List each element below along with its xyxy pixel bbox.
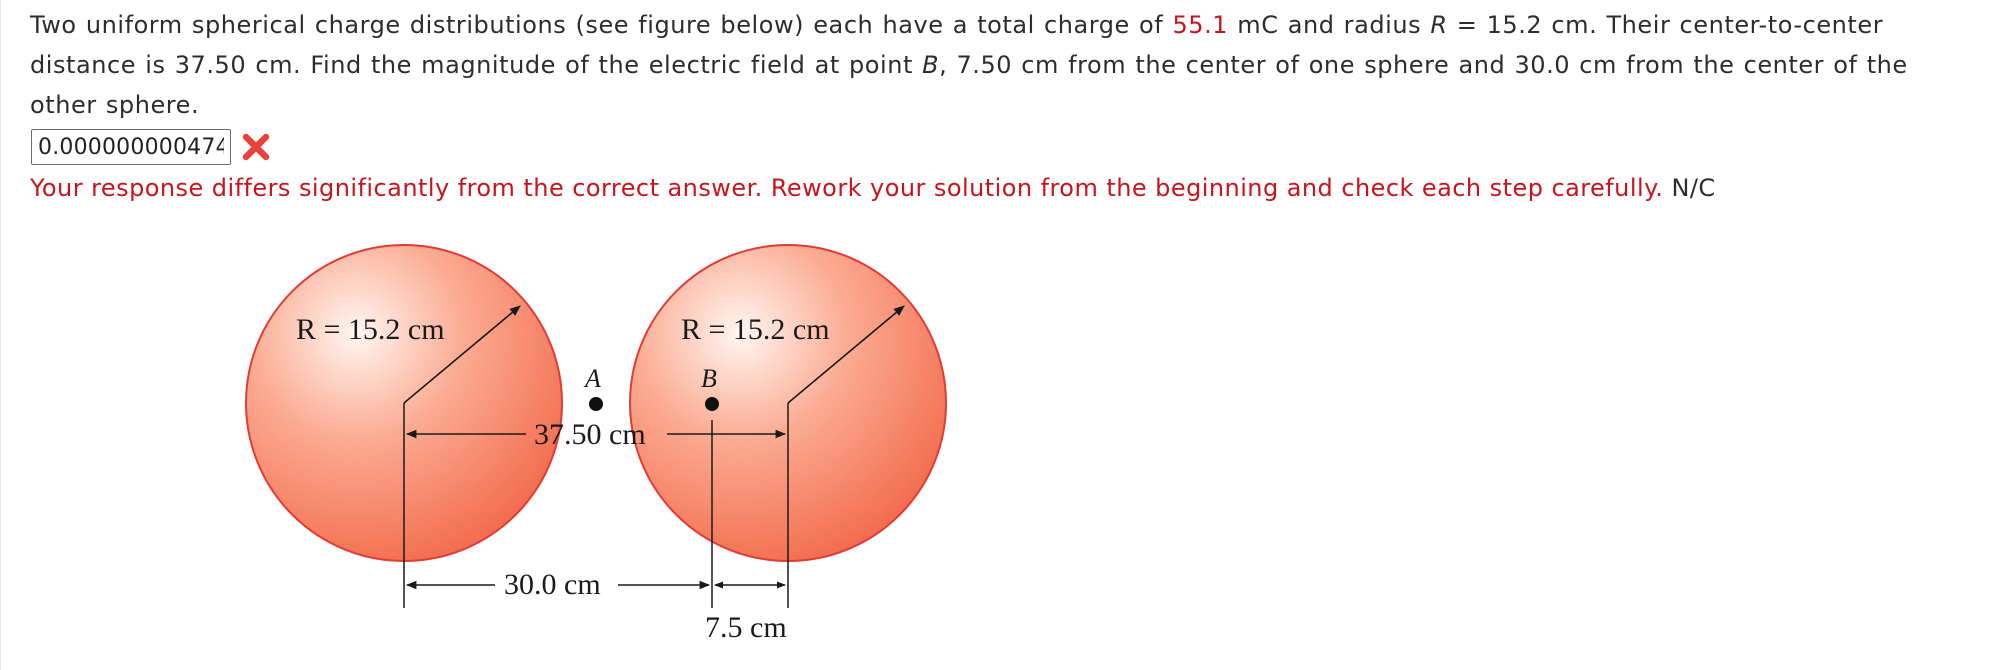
center-distance-label: 37.50 cm (534, 418, 646, 451)
units-label: N/C (1671, 174, 1716, 202)
point-b-dot (705, 397, 719, 411)
right-radius-label: R = 15.2 cm (681, 313, 830, 346)
radius-symbol: R (1430, 11, 1448, 39)
distance-7-5-label: 7.5 cm (705, 611, 787, 644)
charge-value: 55.1 (1172, 11, 1229, 39)
point-a-label: A (585, 364, 601, 393)
question-part-2: mC and radius (1228, 11, 1431, 39)
two-spheres-figure (1, 0, 1996, 670)
distance-30-label: 30.0 cm (504, 568, 601, 601)
point-a-dot (589, 397, 603, 411)
feedback-text: Your response differs significantly from the correct answer. Rework your solution from the beginning and check each step carefully. (30, 174, 1664, 202)
question-part-3: = 15.2 cm. Their center-to-center distance is 37.50 cm. Find the magnitude of the electric field at point (30, 11, 1884, 79)
left-radius-label: R = 15.2 cm (296, 313, 445, 346)
point-symbol: B (922, 51, 940, 79)
question-part-4: , 7.50 cm from the center of one sphere and 30.0 cm from the center of the other sphere. (30, 51, 1908, 119)
question-part-1: Two uniform spherical charge distributions (see figure below) each have a total charge of (30, 11, 1173, 39)
point-b-label: B (701, 364, 717, 393)
